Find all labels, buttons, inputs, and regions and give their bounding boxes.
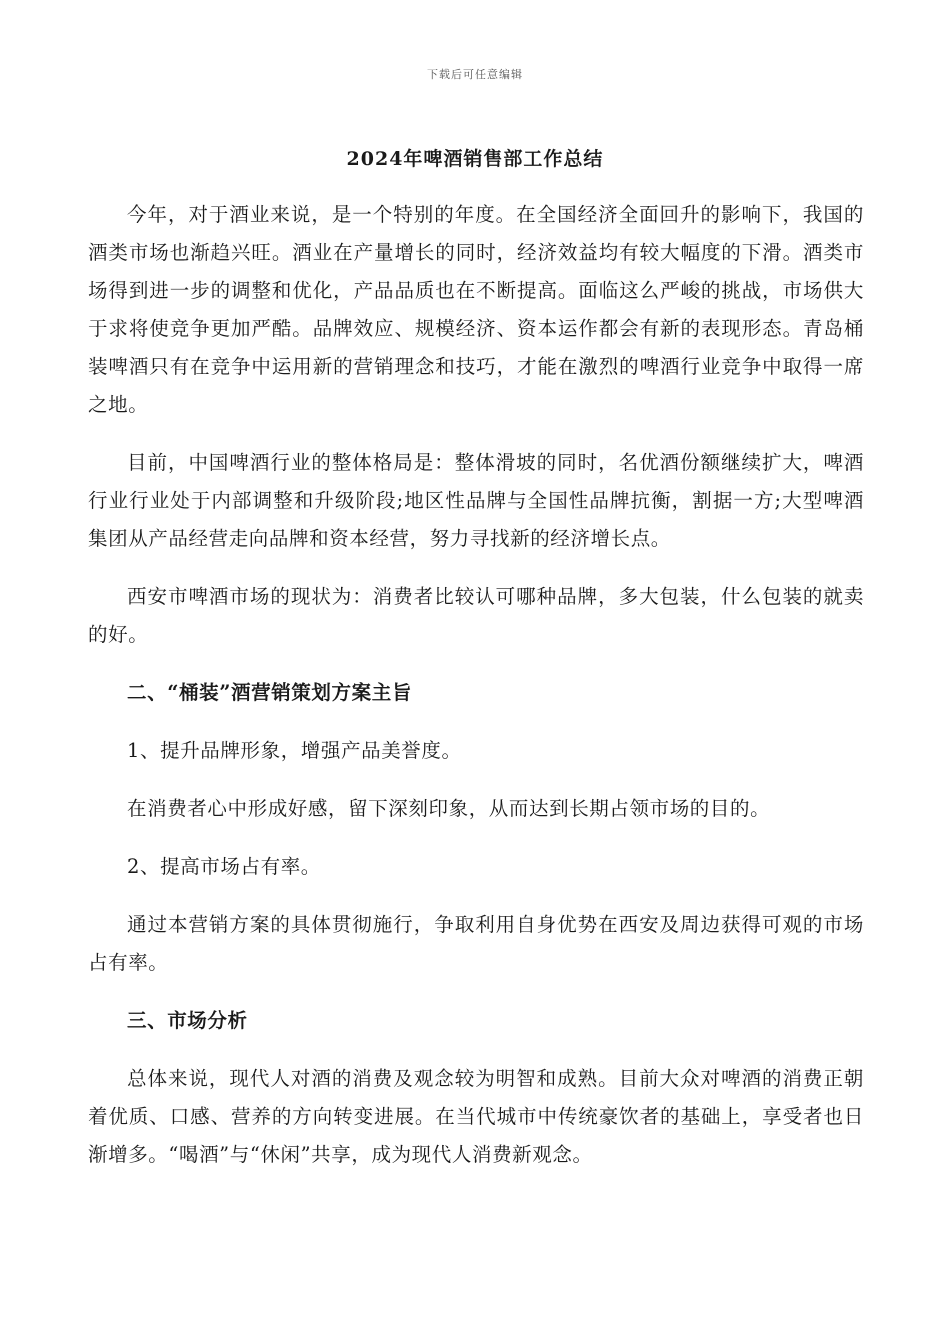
paragraph-xian-market: 西安市啤酒市场的现状为：消费者比较认可哪种品牌，多大包装，什么包装的就卖的好。 <box>88 585 864 646</box>
paragraph-intro: 今年，对于酒业来说，是一个特别的年度。在全国经济全面回升的影响下，我国的酒类市场也渐趋兴旺。酒业在产量增长的同时，经济效益均有较大幅度的下滑。酒类市场得到进一步的调整和优化，产品品质也在不断提高。面临这么严峻的挑战，市场供大于求将使竞争更加严酷。品牌效应、规模经济、资本运作都会有新的表现形态。青岛桶装啤酒只有在竞争中运用新的营销理念和技巧，才能在激烈的啤酒行业竞争中取得一席之地。 <box>88 203 864 416</box>
section2-heading: 二、“桶装”酒营销策划方案主旨 <box>127 681 412 704</box>
document-title: 2024年啤酒销售部工作总结 <box>346 148 604 170</box>
section3-paragraph: 总体来说，现代人对酒的消费及观念较为明智和成熟。目前大众对啤酒的消费正朝着优质、口感、营养的方向转变进展。在当代城市中传统豪饮者的基础上，享受者也日渐增多。“喝酒”与“休闲”共享，成为现代人消费新观念。 <box>88 1067 864 1166</box>
document-body <box>88 196 864 1194</box>
section2-item2-desc: 通过本营销方案的具体贯彻施行，争取利用自身优势在西安及周边获得可观的市场占有率。 <box>88 913 864 974</box>
section2-item1: 1、提升品牌形象，增强产品美誉度。 <box>127 739 462 762</box>
paragraph-industry: 目前，中国啤酒行业的整体格局是：整体滑坡的同时，名优酒份额继续扩大，啤酒行业行业处于内部调整和升级阶段;地区性品牌与全国性品牌抗衡，割据一方;大型啤酒集团从产品经营走向品牌和资本经营，努力寻找新的经济增长点。 <box>88 451 864 550</box>
header-note: 下载后可任意编辑 <box>427 68 523 81</box>
section2-item1-desc: 在消费者心中形成好感，留下深刻印象，从而达到长期占领市场的目的。 <box>127 797 771 820</box>
section3-heading: 三、市场分析 <box>127 1009 248 1032</box>
section2-item2: 2、提高市场占有率。 <box>127 855 321 878</box>
